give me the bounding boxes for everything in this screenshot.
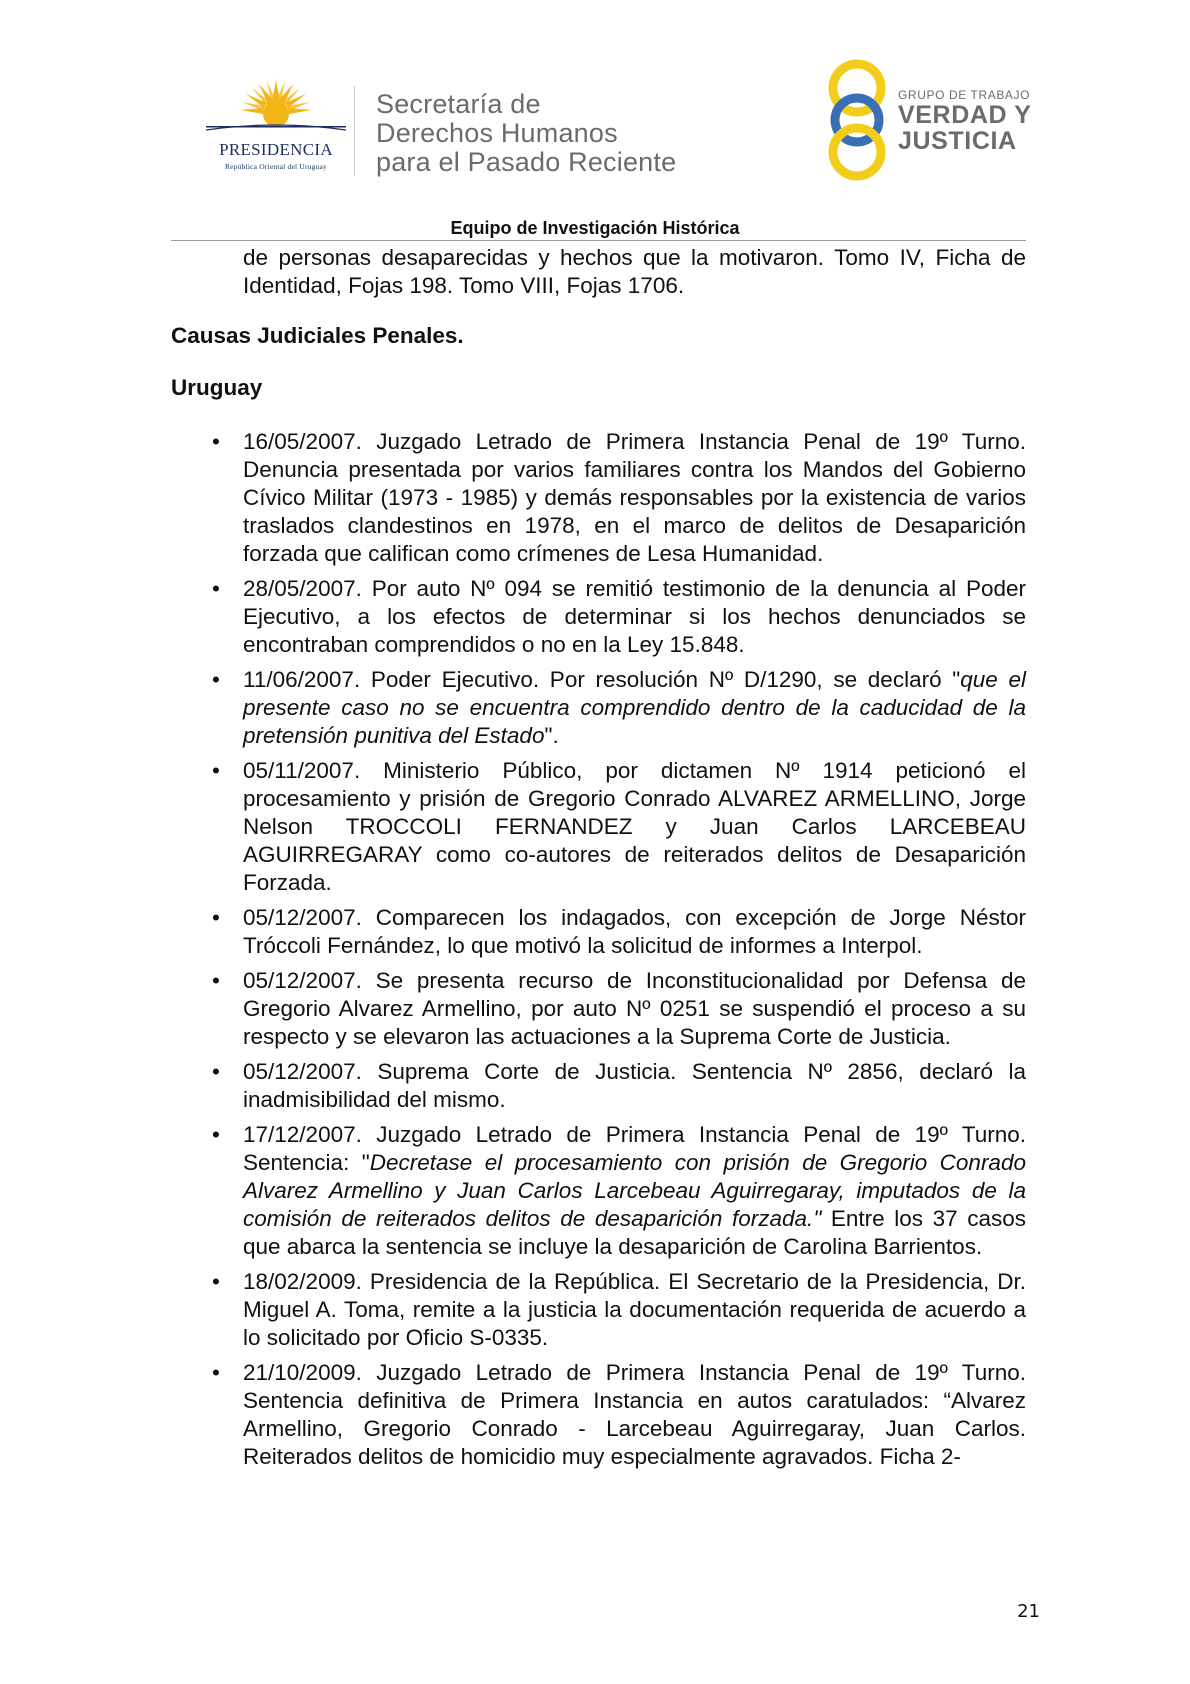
list-item: [171, 1268, 1026, 1352]
bullet-icon: •: [212, 1269, 220, 1294]
bullet-icon: •: [212, 429, 220, 454]
event-text: 05/12/2007. Comparecen los indagados, con excepción de Jorge Néstor Tróccoli Fernández, lo que motivó la solicitud de informes a Interpol.: [243, 905, 1026, 958]
verdad-label: VERDAD Y: [898, 101, 1032, 129]
event-text: 18/02/2009. Presidencia de la República. El Secretario de la Presidencia, Dr. Miguel A. Toma, remite a la justicia la documentación requerida de acuerdo a lo solicitado por Oficio S-0335.: [243, 1269, 1026, 1350]
event-text: 28/05/2007. Por auto Nº 094 se remitió testimonio de la denuncia al Poder Ejecutivo, a los efectos de determinar si los hechos denunciados se encontraban comprendidos o no en la Ley 15.848.: [243, 576, 1026, 657]
document-body: [171, 244, 1026, 1478]
justicia-label: JUSTICIA: [898, 127, 1017, 155]
list-item: [171, 1359, 1026, 1471]
page-header: [0, 0, 1190, 210]
list-item: [171, 904, 1026, 960]
event-text: 17/12/2007. Juzgado Letrado de Primera Instancia Penal de 19º Turno. Sentencia: ": [243, 1122, 1026, 1175]
event-text: 05/11/2007. Ministerio Público, por dictamen Nº 1914 peticionó el procesamiento y prisión de Gregorio Conrado ALVAREZ ARMELLINO, Jorge Nelson TROCCOLI FERNANDEZ y Juan Carlos LARCEBEAU AGUIRREGARAY como co-autores de reiterados delitos de Desaparición Forzada.: [243, 758, 1026, 895]
list-item: [171, 575, 1026, 659]
bullet-icon: •: [212, 667, 220, 692]
bullet-icon: •: [212, 1360, 220, 1385]
sun-emblem-icon: [196, 78, 356, 140]
bullet-icon: •: [212, 905, 220, 930]
grupo-trabajo-logo-text: [898, 88, 1032, 154]
heading-causas-judiciales: Causas Judiciales Penales.: [171, 323, 464, 348]
event-quote: que el presente caso no se encuentra comprendido dentro de la caducidad de la pretensión punitiva del Estado: [243, 667, 1026, 748]
bullet-icon: •: [212, 968, 220, 993]
list-item: [171, 1121, 1026, 1261]
page-number: 21: [1017, 1601, 1040, 1622]
verdad-justicia-rings-icon: [822, 56, 892, 182]
event-text: 11/06/2007. Poder Ejecutivo. Por resolución Nº D/1290, se declaró ": [243, 667, 961, 692]
list-item: [171, 428, 1026, 568]
presidencia-name: PRESIDENCIA: [219, 140, 333, 159]
bullet-icon: •: [212, 1122, 220, 1147]
secretaria-line-2: Derechos Humanos: [376, 118, 618, 148]
grupo-trabajo-label: GRUPO DE TRABAJO: [898, 88, 1031, 102]
presidencia-subtitle: República Oriental del Uruguay: [224, 162, 327, 171]
bullet-icon: •: [212, 1059, 220, 1084]
event-text-end: ".: [544, 723, 559, 748]
list-item: [171, 666, 1026, 750]
event-text: 05/12/2007. Suprema Corte de Justicia. Sentencia Nº 2856, declaró la inadmisibilidad del mismo.: [243, 1059, 1026, 1112]
continued-paragraph: de personas desaparecidas y hechos que la motivaron. Tomo IV, Ficha de Identidad, Fojas 198. Tomo VIII, Fojas 1706.: [243, 245, 1026, 298]
event-text: 16/05/2007. Juzgado Letrado de Primera Instancia Penal de 19º Turno. Denuncia presentada por varios familiares contra los Mandos del Gobierno Cívico Militar (1973 - 1985) y demás responsables por la existencia de varios traslados clandestinos en 1978, en el marco de delitos de Desaparición forzada que califican como crímenes de Lesa Humanidad.: [243, 429, 1026, 566]
secretaria-logo-text: [376, 90, 716, 177]
heading-uruguay: Uruguay: [171, 375, 263, 400]
secretaria-line-1: Secretaría de: [376, 89, 541, 119]
team-title: Equipo de Investigación Histórica: [450, 218, 740, 238]
event-quote: Decretase el procesamiento con prisión de Gregorio Conrado Alvarez Armellino y Juan Carlos Larcebeau Aguirregaray, imputados de la comisión de reiterados delitos de desaparición forzada.": [243, 1150, 1026, 1231]
list-item: [171, 757, 1026, 897]
event-text: 21/10/2009. Juzgado Letrado de Primera Instancia Penal de 19º Turno. Sentencia definitiva de Primera Instancia en autos caratulados: “Alvarez Armellino, Gregorio Conrado - Larcebeau Aguirregaray, Juan Carlos. Reiterados delitos de homicidio muy especialmente agravados. Ficha 2-: [243, 1360, 1026, 1469]
bullet-icon: •: [212, 758, 220, 783]
events-list: [171, 428, 1026, 1471]
event-text-end: Entre los 37 casos que abarca la sentencia se incluye la desaparición de Carolina Barrientos.: [243, 1206, 1026, 1259]
header-rule: [171, 240, 1026, 241]
list-item: [171, 967, 1026, 1051]
list-item: [171, 1058, 1026, 1114]
presidencia-logo: [196, 78, 356, 178]
header-divider: [354, 86, 355, 176]
secretaria-line-3: para el Pasado Reciente: [376, 147, 677, 177]
bullet-icon: •: [212, 576, 220, 601]
event-text: 05/12/2007. Se presenta recurso de Inconstitucionalidad por Defensa de Gregorio Alvarez Armellino, por auto Nº 0251 se suspendió el proceso a su respecto y se elevaron las actuaciones a la Suprema Corte de Justicia.: [243, 968, 1026, 1049]
